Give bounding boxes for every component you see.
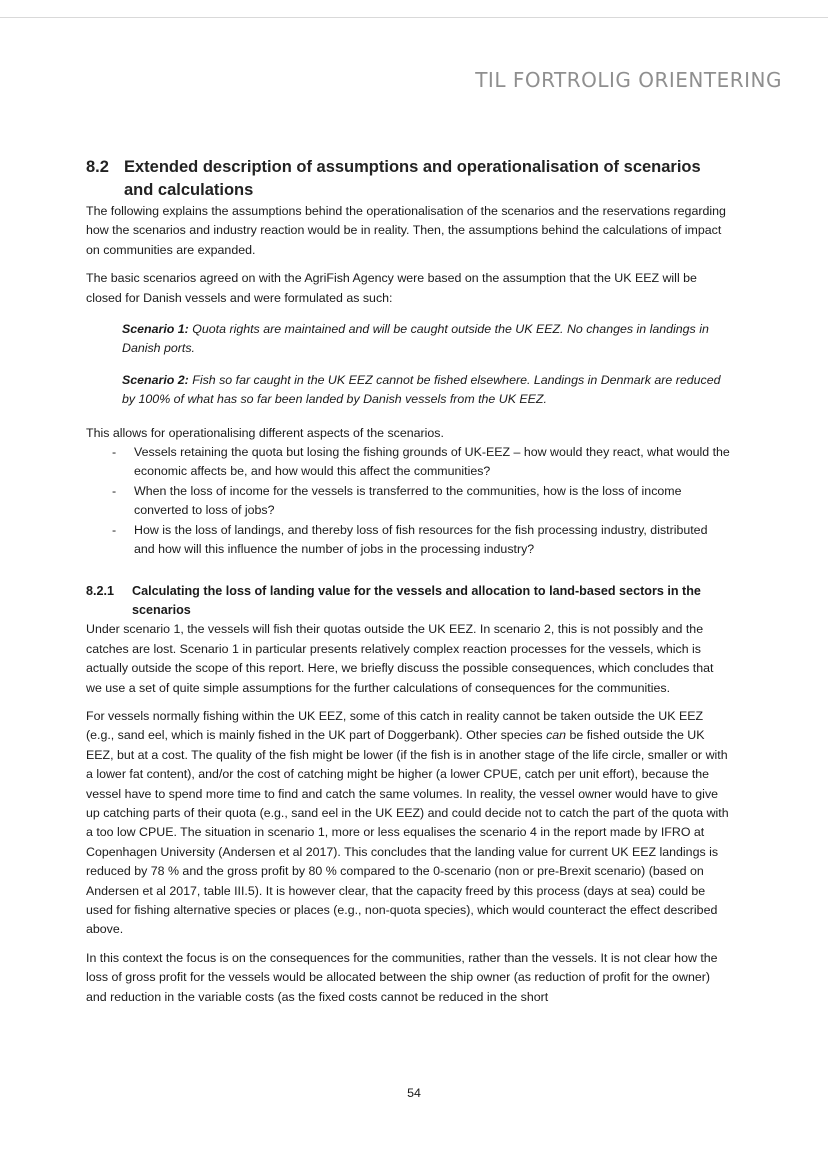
section-number: 8.2 xyxy=(86,158,109,176)
subsection-title: Calculating the loss of landing value for the vessels and allocation to land-based sectors in the scenarios xyxy=(132,583,701,617)
scenario-2-quote xyxy=(122,371,730,410)
page-content xyxy=(86,156,730,1016)
page-number: 54 xyxy=(407,1086,421,1100)
scenario-2-label: Scenario 2: xyxy=(122,372,189,387)
scenario-1-text: Quota rights are maintained and will be caught outside the UK EEZ. No changes in landings in Danish ports. xyxy=(122,322,709,356)
list-item: - When the loss of income for the vessels is transferred to the communities, how is the loss of income converted to loss of jobs? xyxy=(112,483,682,518)
scenarios-intro-paragraph: The basic scenarios agreed on with the AgriFish Agency were based on the assumption that the UK EEZ will be closed for Danish vessels and were formulated as such: xyxy=(86,271,697,305)
subsection-paragraph-1: Under scenario 1, the vessels will fish their quotas outside the UK EEZ. In scenario 2, this is not possibly and the catches are lost. Scenario 1 in particular presents relatively complex reaction processes for the vessels, which is actually outside the scope of this report. Here, we briefly discuss the possible consequences, which concludes that we use a set of quite simple assumptions for the further calculations of consequences for the communities. xyxy=(86,622,714,695)
list-item: - How is the loss of landings, and thereby loss of fish resources for the fish processing industry, distributed and how will this influence the number of jobs in the processing industry? xyxy=(112,522,708,557)
list-item: - Vessels retaining the quota but losing the fishing grounds of UK-EEZ – how would they react, what would the economic affects be, and how would this affect the communities? xyxy=(112,445,730,479)
subsection-number: 8.2.1 xyxy=(86,583,115,598)
scenario-1-quote xyxy=(122,320,730,359)
confidential-stamp: TIL FORTROLIG ORIENTERING xyxy=(475,68,782,92)
aspects-intro: This allows for operationalising different aspects of the scenarios. xyxy=(86,425,444,440)
section-title: Extended description of assumptions and operationalisation of scenarios and calculations xyxy=(124,158,701,199)
scenario-1-label: Scenario 1: xyxy=(122,322,189,337)
aspects-list xyxy=(86,443,730,559)
subsection-heading xyxy=(86,582,730,621)
subsection-paragraph-2: For vessels normally fishing within the UK EEZ, some of this catch in reality cannot be taken outside the UK EEZ (e.g., sand eel, which is mainly fished in the UK part of Doggerbank). Other species can be fished outside the UK EEZ, but at a cost. The quality of the fish might be lower (if the fish is in another stage of the life circle, smaller or with a lower fat content), and/or the cost of catching might be higher (a lower CPUE, catch per unit effort), because the vessel have to spend more time to find and catch the same volumes. In reality, the vessel owner would have to give up catching parts of their quota (e.g., sand eel in the UK EEZ) and could decide not to catch the part of the quota with a too low CPUE. The situation in scenario 1, more or less equalises the scenario 4 in the report made by IFRO at Copenhagen University (Andersen et al 2017). This concludes that the landing value for current UK EEZ landings is reduced by 78 % and the gross profit by 80 % compared to the 0-scenario (non or pre-Brexit scenario) (based on Andersen et al 2017, table III.5). It is however clear, that the capacity freed by this process (days at sea) could be used for fishing alternative species or places (e.g., non-quota species), which would counteract the effect described above. xyxy=(86,708,729,937)
subsection-paragraph-3: In this context the focus is on the consequences for the communities, rather than the vessels. It is not clear how the loss of gross profit for the vessels would be allocated between the ship owner (as reduction of profit for the owner) and reduction in the variable costs (as the fixed costs cannot be reduced in the short xyxy=(86,950,718,1004)
section-intro-paragraph: The following explains the assumptions behind the operationalisation of the scenarios and the reservations regarding how the scenarios and industry reaction would be in reality. Then, the assumptions behind the calculations of impact on communities are expanded. xyxy=(86,204,726,257)
scenario-2-text: Fish so far caught in the UK EEZ cannot be fished elsewhere. Landings in Denmark are reduced by 100% of what has so far been landed by Danish vessels from the UK EEZ. xyxy=(122,372,721,407)
section-heading xyxy=(86,156,730,202)
top-rule xyxy=(0,17,828,18)
